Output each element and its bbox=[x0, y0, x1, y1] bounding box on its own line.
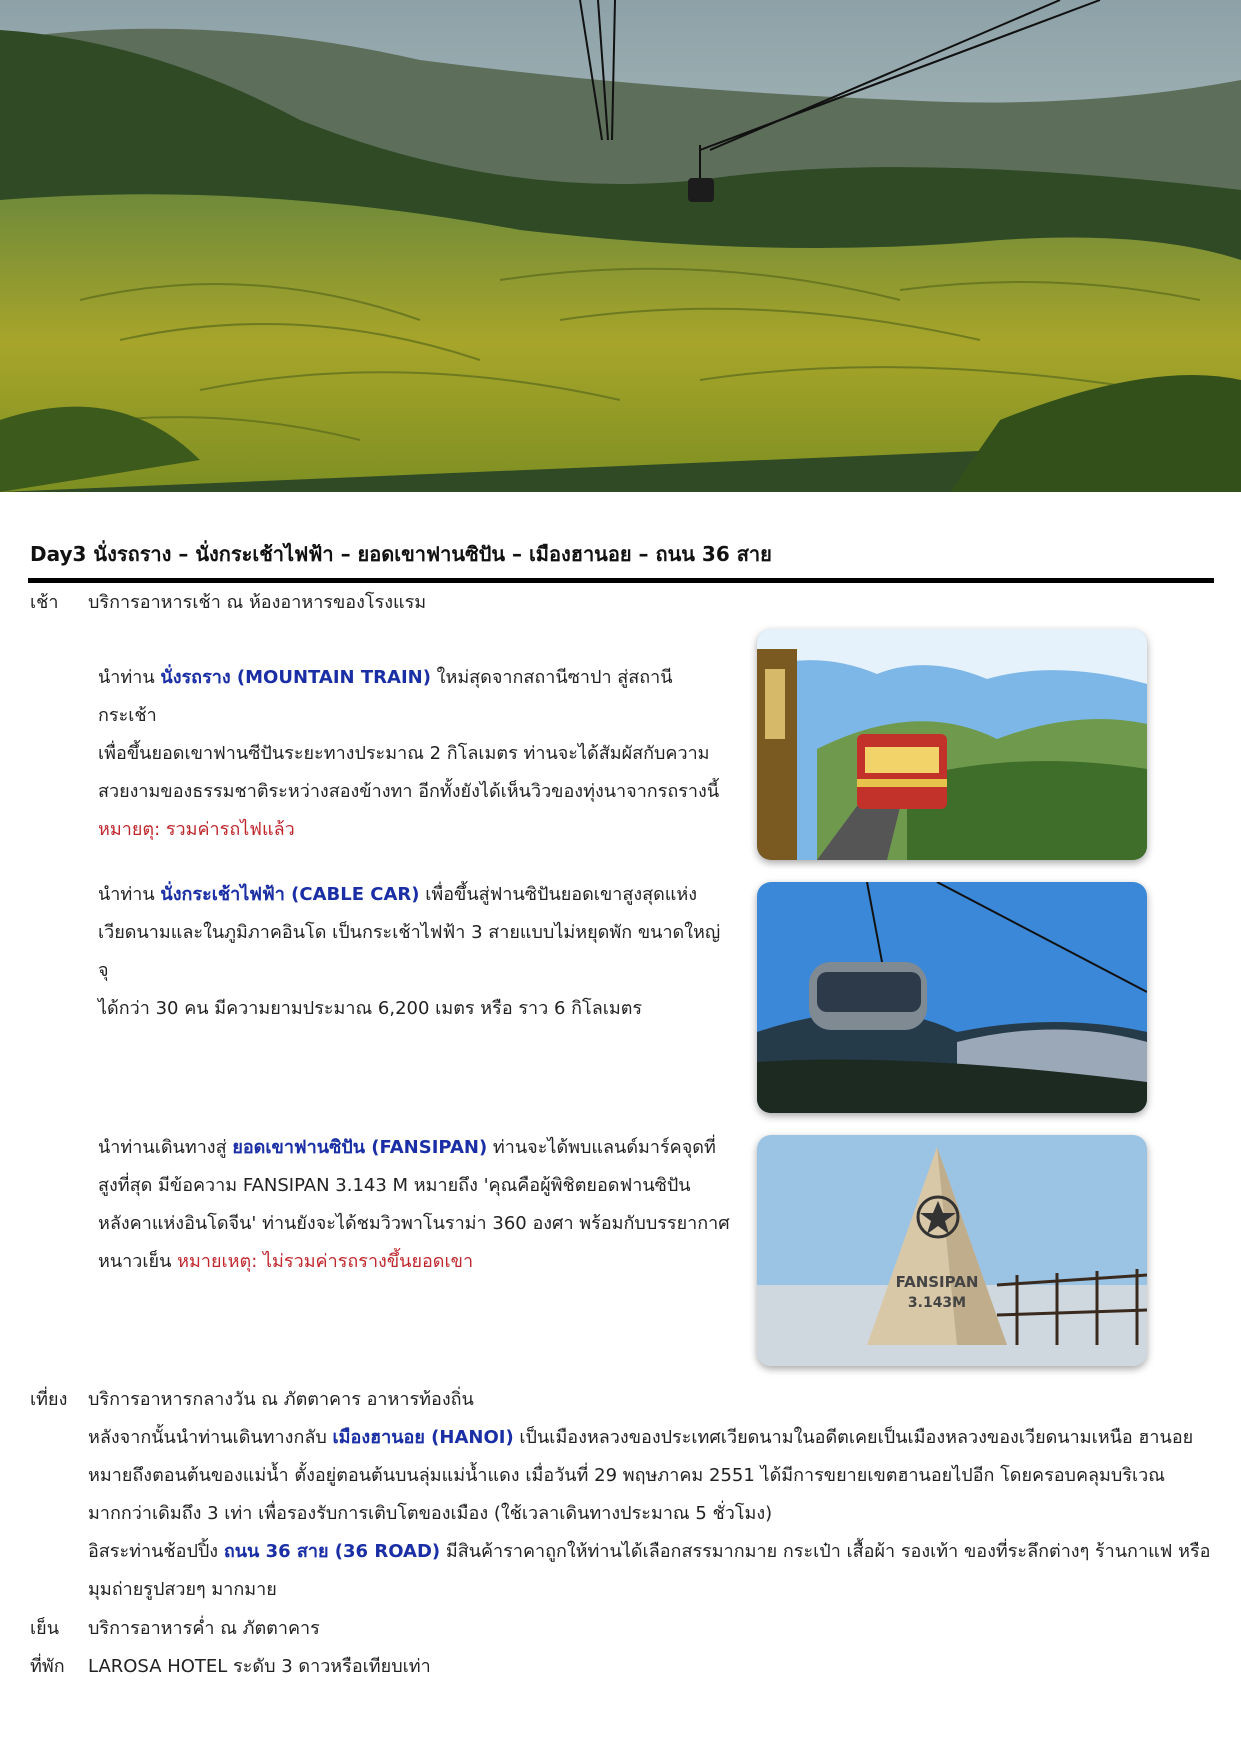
fansipan-prefix: นำท่านเดินทางสู่ bbox=[98, 1137, 233, 1158]
train-line3: สวยงามของธรรมชาติระหว่างสองข้างทา อีกทั้งยังได้เห็นวิวของทุ่งนาจากรถรางนี้ bbox=[98, 781, 720, 802]
hotel-text: LAROSA HOTEL ระดับ 3 ดาวหรือเทียบเท่า bbox=[88, 1656, 431, 1677]
fansipan-line3: หลังคาแห่งอินโดจีน' ท่านยังจะได้ชมวิวพาโนราม่า 360 องศา พร้อมกับบรรยากาศ bbox=[98, 1213, 730, 1234]
train-paragraph bbox=[98, 659, 730, 849]
hanoi-line2: หมายถึงตอนต้นของแม่น้ำ ตั้งอยู่ตอนต้นบนลุ่มแม่น้ำแดง เมื่อวันที่ 29 พฤษภาคม 2551 ได้มีการขยายเขตฮานอยไปอีก โดยครอบคลุมบริเวณ bbox=[88, 1465, 1165, 1486]
lunch-row bbox=[30, 1388, 474, 1412]
hanoi-prefix: หลังจากนั้นนำท่านเดินทางกลับ bbox=[88, 1427, 333, 1448]
hanoi-line1: เป็นเมืองหลวงของประเทศเวียดนามในอดีตเคยเป็นเมืองหลวงของเวียดนามเหนือ ฮานอย bbox=[513, 1427, 1194, 1448]
train-line2: เพื่อขึ้นยอดเขาฟานซีปันระยะทางประมาณ 2 กิโลเมตร ท่านจะได้สัมผัสกับความ bbox=[98, 743, 710, 764]
fansipan-summit-photo bbox=[757, 1135, 1147, 1366]
lunch-text: บริการอาหารกลางวัน ณ ภัตตาคาร อาหารท้องถิ่น bbox=[88, 1389, 474, 1410]
train-line1: ใหม่สุดจากสถานีซาปา สู่สถานีกระเช้า bbox=[98, 667, 673, 726]
dinner-row bbox=[30, 1617, 320, 1641]
fansipan-note: หมายเหตุ: ไม่รวมค่ารถรางขึ้นยอดเขา bbox=[177, 1251, 474, 1272]
hotel-row bbox=[30, 1655, 431, 1679]
cable-paragraph bbox=[98, 876, 730, 1028]
day-heading: Day3 นั่งรถราง – นั่งกระเช้าไฟฟ้า – ยอดเขาฟานซิปัน – เมืองฮานอย – ถนน 36 สาย bbox=[30, 542, 772, 566]
fansipan-line1: ท่านจะได้พบแลนด์มาร์คจุดที่ bbox=[487, 1137, 716, 1158]
mountain-train-photo bbox=[757, 629, 1147, 860]
cable-line2: เวียดนามและในภูมิภาคอินโด เป็นกระเช้าไฟฟ้า 3 สายแบบไม่หยุดพัก ขนาดใหญ่จุ bbox=[98, 922, 721, 981]
dinner-text: บริการอาหารค่ำ ณ ภัตตาคาร bbox=[88, 1618, 320, 1639]
train-note: หมายตุ: รวมค่ารถไฟแล้ว bbox=[98, 819, 295, 840]
cable-car-photo bbox=[757, 882, 1147, 1113]
monument-text-name: FANSIPAN bbox=[895, 1273, 979, 1291]
breakfast-row bbox=[30, 591, 426, 615]
meal-label-breakfast: เช้า bbox=[30, 592, 59, 613]
hero-photo-terraced-valley bbox=[0, 0, 1241, 492]
fansipan-highlight: ยอดเขาฟานซิปัน (FANSIPAN) bbox=[232, 1137, 488, 1158]
hotel-label: ที่พัก bbox=[30, 1656, 65, 1677]
meal-label-lunch: เที่ยง bbox=[30, 1389, 68, 1410]
cable-highlight: นั่งกระเช้าไฟฟ้า (CABLE CAR) bbox=[160, 884, 420, 905]
meal-label-dinner: เย็น bbox=[30, 1618, 60, 1639]
train-prefix: นำท่าน bbox=[98, 667, 161, 688]
cable-line3: ได้กว่า 30 คน มีความยามประมาณ 6,200 เมตร หรือ ราว 6 กิโลเมตร bbox=[98, 998, 643, 1019]
breakfast-text: บริการอาหารเช้า ณ ห้องอาหารของโรงแรม bbox=[88, 592, 427, 613]
road-line1: มีสินค้าราคาถูกให้ท่านได้เลือกสรรมากมาย กระเป๋า เสื้อผ้า รองเท้า ของที่ระลึกต่างๆ ร้านกาแฟ หรือ bbox=[440, 1541, 1211, 1562]
road-line2: มุมถ่ายรูปสวยๆ มากมาย bbox=[88, 1579, 277, 1600]
fansipan-line4: หนาวเย็น bbox=[98, 1251, 178, 1272]
road-highlight: ถนน 36 สาย (36 ROAD) bbox=[223, 1541, 441, 1562]
hanoi-highlight: เมืองฮานอย (HANOI) bbox=[332, 1427, 514, 1448]
fansipan-paragraph bbox=[98, 1129, 730, 1281]
road-prefix: อิสระท่านช้อปปิ้ง bbox=[88, 1541, 224, 1562]
fansipan-line2: สูงที่สุด มีข้อความ FANSIPAN 3.143 M หมายถึง 'คุณคือผู้พิชิตยอดฟานซิปัน bbox=[98, 1175, 691, 1196]
cable-line1: เพื่อขึ้นสู่ฟานซิปันยอดเขาสูงสุดแห่ง bbox=[419, 884, 698, 905]
cable-prefix: นำท่าน bbox=[98, 884, 161, 905]
monument-text-height: 3.143M bbox=[907, 1295, 967, 1311]
hanoi-line3: มากกว่าเดิมถึง 3 เท่า เพื่อรองรับการเติบโตของเมือง (ใช้เวลาเดินทางประมาณ 5 ชั่วโมง) bbox=[88, 1503, 773, 1524]
train-highlight: นั่งรถราง (MOUNTAIN TRAIN) bbox=[160, 667, 431, 688]
heading-divider bbox=[28, 578, 1214, 583]
hanoi-paragraph bbox=[88, 1419, 1218, 1609]
